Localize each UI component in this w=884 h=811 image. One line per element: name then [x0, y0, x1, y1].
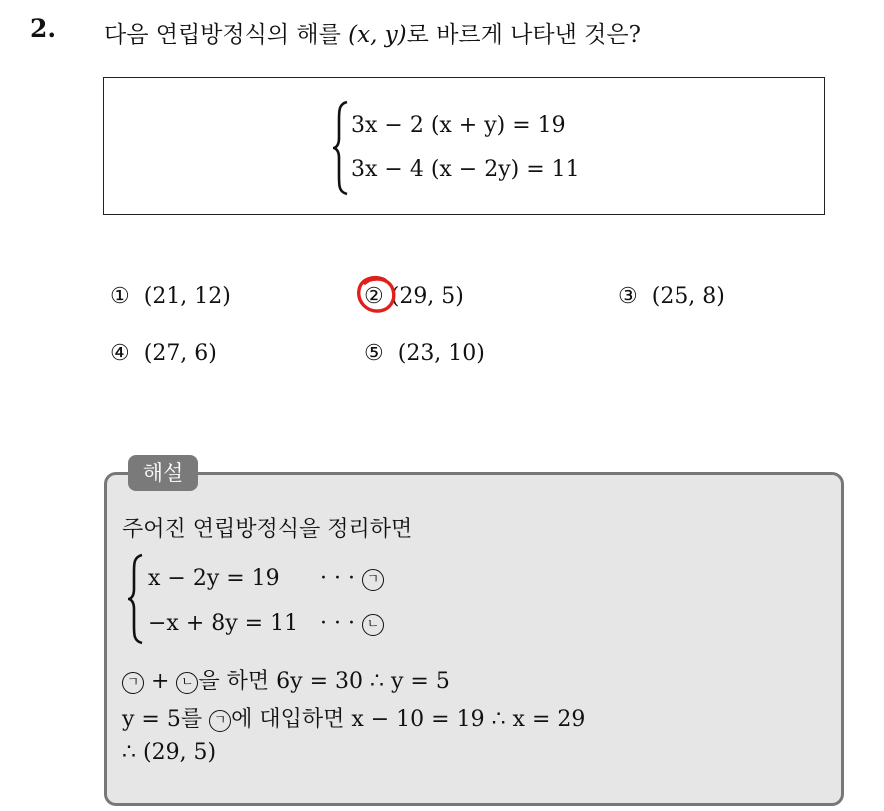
choice-4-value: (27, 6) [143, 341, 217, 366]
explanation-tag: 해설 [128, 455, 198, 491]
choice-2-value: (29, 5) [390, 284, 464, 309]
explanation-step-1-text: 을 하면 6y = 30 ∴ y = 5 [198, 669, 450, 694]
choice-1[interactable] [110, 284, 231, 309]
selection-circle-icon [355, 274, 399, 316]
choice-5-value: (23, 10) [397, 341, 485, 366]
explanation-step-2-pre: y = 5를 [122, 707, 210, 732]
choice-3[interactable] [618, 284, 725, 309]
choice-1-marker: ① [110, 284, 130, 309]
choice-4-marker: ④ [110, 341, 130, 366]
left-brace-icon [333, 100, 349, 196]
circled-giyeok-icon: ㄱ [209, 710, 231, 732]
question-number: 2. [30, 14, 57, 43]
equation-1: 3x − 2 (x + y) = 19 [351, 113, 566, 138]
circled-nieun-icon: ㄴ [176, 672, 198, 694]
explanation-step-2-text: 에 대입하면 x − 10 = 19 ∴ x = 29 [231, 707, 586, 732]
question-text-before: 다음 연립방정식의 해를 [104, 22, 349, 48]
dots-1: · · · [320, 566, 355, 591]
choice-3-marker: ③ [618, 284, 638, 309]
circled-giyeok-icon: ㄱ [362, 569, 384, 591]
explanation-brace-icon [128, 553, 144, 645]
choice-5-marker: ⑤ [364, 341, 384, 366]
choice-3-value: (25, 8) [651, 284, 725, 309]
question-text [104, 16, 641, 49]
choice-2-marker: ② [364, 284, 384, 309]
choice-1-value: (21, 12) [143, 284, 231, 309]
equation-2: 3x − 4 (x − 2y) = 11 [351, 157, 580, 182]
explanation-system-2-eq: −x + 8y = 11 [148, 611, 299, 636]
choice-4[interactable] [110, 341, 217, 366]
dots-2: · · · [320, 611, 355, 636]
question-text-after: 로 바르게 나타낸 것은? [406, 22, 641, 48]
plus-sign: + [151, 669, 170, 694]
question-pair: (x, y) [348, 22, 407, 48]
equation-system-box [103, 77, 825, 215]
explanation-intro: 주어진 연립방정식을 정리하면 [122, 517, 413, 542]
explanation-system-2 [148, 611, 384, 636]
explanation-system-1 [148, 566, 384, 591]
circled-giyeok-icon: ㄱ [122, 672, 144, 694]
explanation-system-1-eq: x − 2y = 19 [148, 566, 280, 591]
explanation-step-1 [122, 664, 450, 695]
explanation-answer: ∴ (29, 5) [122, 740, 217, 765]
choice-5[interactable] [364, 341, 485, 366]
circled-nieun-icon: ㄴ [362, 614, 384, 636]
explanation-step-2 [122, 702, 585, 733]
